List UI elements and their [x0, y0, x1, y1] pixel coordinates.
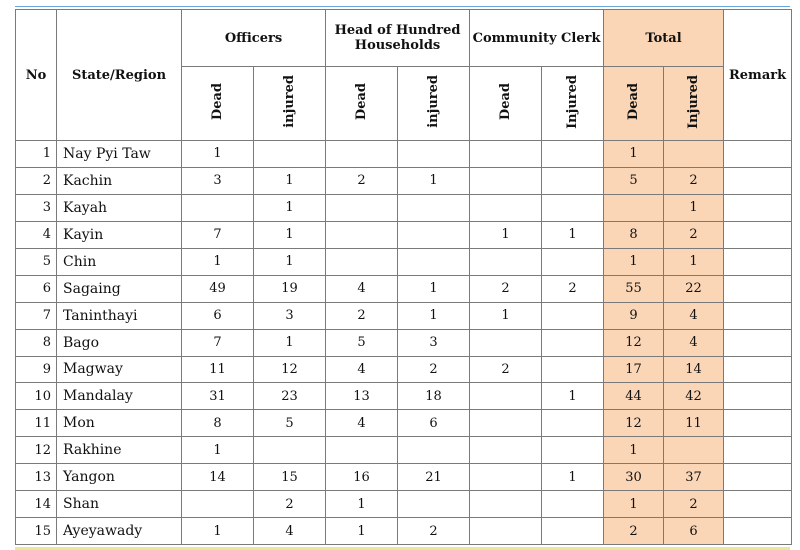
clerk-dead-cell — [470, 329, 542, 356]
row-number: 2 — [16, 167, 57, 194]
clerk-dead-cell — [470, 437, 542, 464]
officers-dead-cell: 3 — [182, 167, 254, 194]
head-hundred-injured-cell: 1 — [398, 167, 470, 194]
state-name: Mon — [57, 410, 182, 437]
table-row — [16, 410, 792, 437]
clerk-injured-cell — [542, 437, 604, 464]
total-dead-cell: 8 — [604, 221, 664, 248]
total-injured-cell: 42 — [664, 383, 724, 410]
head-hundred-injured-cell: 21 — [398, 464, 470, 491]
clerk-dead-cell — [470, 167, 542, 194]
head-hundred-dead-cell — [326, 248, 398, 275]
officers-dead-cell: 1 — [182, 248, 254, 275]
row-number: 4 — [16, 221, 57, 248]
head-hundred-dead-cell: 4 — [326, 410, 398, 437]
col-community-clerk-header: Community Clerk — [470, 10, 604, 67]
total-dead-header: Dead — [604, 67, 664, 141]
officers-dead-cell: 11 — [182, 356, 254, 383]
head-hundred-dead-cell: 4 — [326, 356, 398, 383]
total-dead-cell: 1 — [604, 437, 664, 464]
state-name: Bago — [57, 329, 182, 356]
total-dead-cell: 1 — [604, 141, 664, 168]
head-hundred-dead-cell: 1 — [326, 518, 398, 545]
head-hundred-dead-cell — [326, 221, 398, 248]
officers-dead-cell: 31 — [182, 383, 254, 410]
clerk-dead-cell: 2 — [470, 275, 542, 302]
total-injured-cell: 37 — [664, 464, 724, 491]
remark-cell — [724, 248, 792, 275]
head-hundred-injured-cell — [398, 248, 470, 275]
clerk-dead-cell: 1 — [470, 302, 542, 329]
total-dead-cell: 9 — [604, 302, 664, 329]
table-body — [16, 141, 792, 545]
clerk-injured-cell: 2 — [542, 275, 604, 302]
head-hundred-dead-cell: 5 — [326, 329, 398, 356]
head-hundred-injured-cell: 2 — [398, 356, 470, 383]
head-hundred-dead-cell — [326, 141, 398, 168]
col-remark-header: Remark — [724, 10, 792, 141]
officers-injured-cell: 12 — [254, 356, 326, 383]
row-number: 5 — [16, 248, 57, 275]
remark-cell — [724, 356, 792, 383]
remark-cell — [724, 194, 792, 221]
head-hundred-injured-cell — [398, 491, 470, 518]
state-name: Rakhine — [57, 437, 182, 464]
table-row — [16, 491, 792, 518]
clerk-injured-cell: 1 — [542, 464, 604, 491]
officers-dead-cell: 8 — [182, 410, 254, 437]
header-row-groups — [16, 10, 792, 67]
clerk-dead-cell — [470, 141, 542, 168]
clerk-injured-cell — [542, 518, 604, 545]
table-row — [16, 437, 792, 464]
col-officers-header: Officers — [182, 10, 326, 67]
row-number: 10 — [16, 383, 57, 410]
head-hundred-injured-cell — [398, 221, 470, 248]
head-hundred-dead-cell — [326, 194, 398, 221]
clerk-injured-cell: 1 — [542, 221, 604, 248]
total-injured-cell: 4 — [664, 329, 724, 356]
total-dead-cell — [604, 194, 664, 221]
head-hundred-injured-cell — [398, 141, 470, 168]
row-number: 12 — [16, 437, 57, 464]
clerk-injured-cell — [542, 167, 604, 194]
officers-dead-cell: 1 — [182, 437, 254, 464]
total-dead-cell: 1 — [604, 491, 664, 518]
head-hundred-injured-cell — [398, 437, 470, 464]
total-injured-cell: 2 — [664, 491, 724, 518]
clerk-dead-cell — [470, 383, 542, 410]
top-rule — [15, 6, 790, 7]
table-row — [16, 518, 792, 545]
officers-dead-cell — [182, 194, 254, 221]
total-dead-cell: 2 — [604, 518, 664, 545]
table-row — [16, 167, 792, 194]
state-name: Sagaing — [57, 275, 182, 302]
state-name: Kayah — [57, 194, 182, 221]
officers-dead-cell: 6 — [182, 302, 254, 329]
officers-dead-cell: 1 — [182, 141, 254, 168]
total-injured-cell: 22 — [664, 275, 724, 302]
row-number: 1 — [16, 141, 57, 168]
total-dead-cell: 12 — [604, 410, 664, 437]
table-row — [16, 221, 792, 248]
table-row — [16, 356, 792, 383]
clerk-injured-cell — [542, 194, 604, 221]
clerk-injured-cell — [542, 329, 604, 356]
remark-cell — [724, 275, 792, 302]
total-injured-cell: 1 — [664, 248, 724, 275]
clerk-dead-cell — [470, 194, 542, 221]
total-dead-cell: 30 — [604, 464, 664, 491]
head-hundred-injured-cell: 3 — [398, 329, 470, 356]
remark-cell — [724, 329, 792, 356]
head-hundred-dead-cell: 1 — [326, 491, 398, 518]
head-hundred-injured-header: injured — [398, 67, 470, 141]
col-state-header: State/Region — [57, 10, 182, 141]
state-name: Chin — [57, 248, 182, 275]
total-dead-cell: 12 — [604, 329, 664, 356]
head-hundred-dead-cell: 4 — [326, 275, 398, 302]
head-hundred-dead-cell: 2 — [326, 302, 398, 329]
state-name: Kayin — [57, 221, 182, 248]
clerk-injured-cell — [542, 141, 604, 168]
clerk-injured-cell — [542, 248, 604, 275]
total-injured-cell: 4 — [664, 302, 724, 329]
total-injured-header: Injured — [664, 67, 724, 141]
officers-dead-cell: 1 — [182, 518, 254, 545]
total-injured-cell: 6 — [664, 518, 724, 545]
remark-cell — [724, 302, 792, 329]
officers-injured-cell — [254, 437, 326, 464]
state-name: Nay Pyi Taw — [57, 141, 182, 168]
officers-injured-cell: 15 — [254, 464, 326, 491]
officers-injured-cell: 19 — [254, 275, 326, 302]
officers-dead-cell: 7 — [182, 221, 254, 248]
head-hundred-dead-cell: 13 — [326, 383, 398, 410]
col-total-header: Total — [604, 10, 724, 67]
officers-injured-cell: 1 — [254, 329, 326, 356]
row-number: 13 — [16, 464, 57, 491]
row-number: 15 — [16, 518, 57, 545]
officers-injured-cell: 1 — [254, 248, 326, 275]
remark-cell — [724, 491, 792, 518]
head-hundred-dead-cell: 16 — [326, 464, 398, 491]
table-row — [16, 275, 792, 302]
head-hundred-injured-cell — [398, 194, 470, 221]
remark-cell — [724, 167, 792, 194]
total-dead-cell: 1 — [604, 248, 664, 275]
casualty-table — [15, 9, 792, 545]
officers-injured-cell: 1 — [254, 167, 326, 194]
total-injured-cell: 11 — [664, 410, 724, 437]
remark-cell — [724, 518, 792, 545]
total-injured-cell: 14 — [664, 356, 724, 383]
table-row — [16, 141, 792, 168]
row-number: 14 — [16, 491, 57, 518]
table-row — [16, 194, 792, 221]
row-number: 9 — [16, 356, 57, 383]
remark-cell — [724, 383, 792, 410]
table-row — [16, 383, 792, 410]
officers-dead-header: Dead — [182, 67, 254, 141]
officers-injured-cell: 4 — [254, 518, 326, 545]
clerk-injured-header: Injured — [542, 67, 604, 141]
total-injured-cell: 1 — [664, 194, 724, 221]
officers-injured-cell — [254, 141, 326, 168]
clerk-injured-cell — [542, 491, 604, 518]
head-hundred-injured-cell: 1 — [398, 275, 470, 302]
row-number: 3 — [16, 194, 57, 221]
clerk-injured-cell — [542, 410, 604, 437]
total-injured-cell — [664, 437, 724, 464]
officers-dead-cell — [182, 491, 254, 518]
state-name: Shan — [57, 491, 182, 518]
total-injured-cell: 2 — [664, 221, 724, 248]
total-injured-cell: 2 — [664, 167, 724, 194]
total-injured-cell — [664, 141, 724, 168]
state-name: Ayeyawady — [57, 518, 182, 545]
clerk-dead-cell: 1 — [470, 221, 542, 248]
clerk-dead-cell — [470, 410, 542, 437]
total-dead-cell: 44 — [604, 383, 664, 410]
officers-dead-cell: 14 — [182, 464, 254, 491]
clerk-dead-cell — [470, 464, 542, 491]
state-name: Kachin — [57, 167, 182, 194]
officers-injured-cell: 3 — [254, 302, 326, 329]
total-dead-cell: 55 — [604, 275, 664, 302]
clerk-dead-cell — [470, 248, 542, 275]
remark-cell — [724, 464, 792, 491]
state-name: Taninthayi — [57, 302, 182, 329]
total-dead-cell: 5 — [604, 167, 664, 194]
total-dead-cell: 17 — [604, 356, 664, 383]
officers-injured-cell: 23 — [254, 383, 326, 410]
remark-cell — [724, 410, 792, 437]
officers-injured-header: injured — [254, 67, 326, 141]
head-hundred-injured-cell: 18 — [398, 383, 470, 410]
officers-injured-cell: 2 — [254, 491, 326, 518]
officers-injured-cell: 5 — [254, 410, 326, 437]
clerk-injured-cell: 1 — [542, 383, 604, 410]
table-row — [16, 248, 792, 275]
table-row — [16, 302, 792, 329]
officers-injured-cell: 1 — [254, 221, 326, 248]
officers-dead-cell: 49 — [182, 275, 254, 302]
col-head-of-hundred-header: Head of Hundred Households — [326, 10, 470, 67]
row-number: 8 — [16, 329, 57, 356]
state-name: Mandalay — [57, 383, 182, 410]
row-number: 11 — [16, 410, 57, 437]
clerk-dead-cell — [470, 491, 542, 518]
clerk-injured-cell — [542, 302, 604, 329]
remark-cell — [724, 221, 792, 248]
clerk-dead-cell: 2 — [470, 356, 542, 383]
head-hundred-dead-cell — [326, 437, 398, 464]
clerk-injured-cell — [542, 356, 604, 383]
officers-dead-cell: 7 — [182, 329, 254, 356]
head-hundred-dead-cell: 2 — [326, 167, 398, 194]
state-name: Yangon — [57, 464, 182, 491]
table-row — [16, 464, 792, 491]
state-name: Magway — [57, 356, 182, 383]
head-hundred-injured-cell: 2 — [398, 518, 470, 545]
clerk-dead-header: Dead — [470, 67, 542, 141]
row-number: 6 — [16, 275, 57, 302]
clerk-dead-cell — [470, 518, 542, 545]
head-hundred-dead-header: Dead — [326, 67, 398, 141]
officers-injured-cell: 1 — [254, 194, 326, 221]
head-hundred-injured-cell: 6 — [398, 410, 470, 437]
remark-cell — [724, 141, 792, 168]
col-no-header: No — [16, 10, 57, 141]
remark-cell — [724, 437, 792, 464]
head-hundred-injured-cell: 1 — [398, 302, 470, 329]
table-row — [16, 329, 792, 356]
row-number: 7 — [16, 302, 57, 329]
